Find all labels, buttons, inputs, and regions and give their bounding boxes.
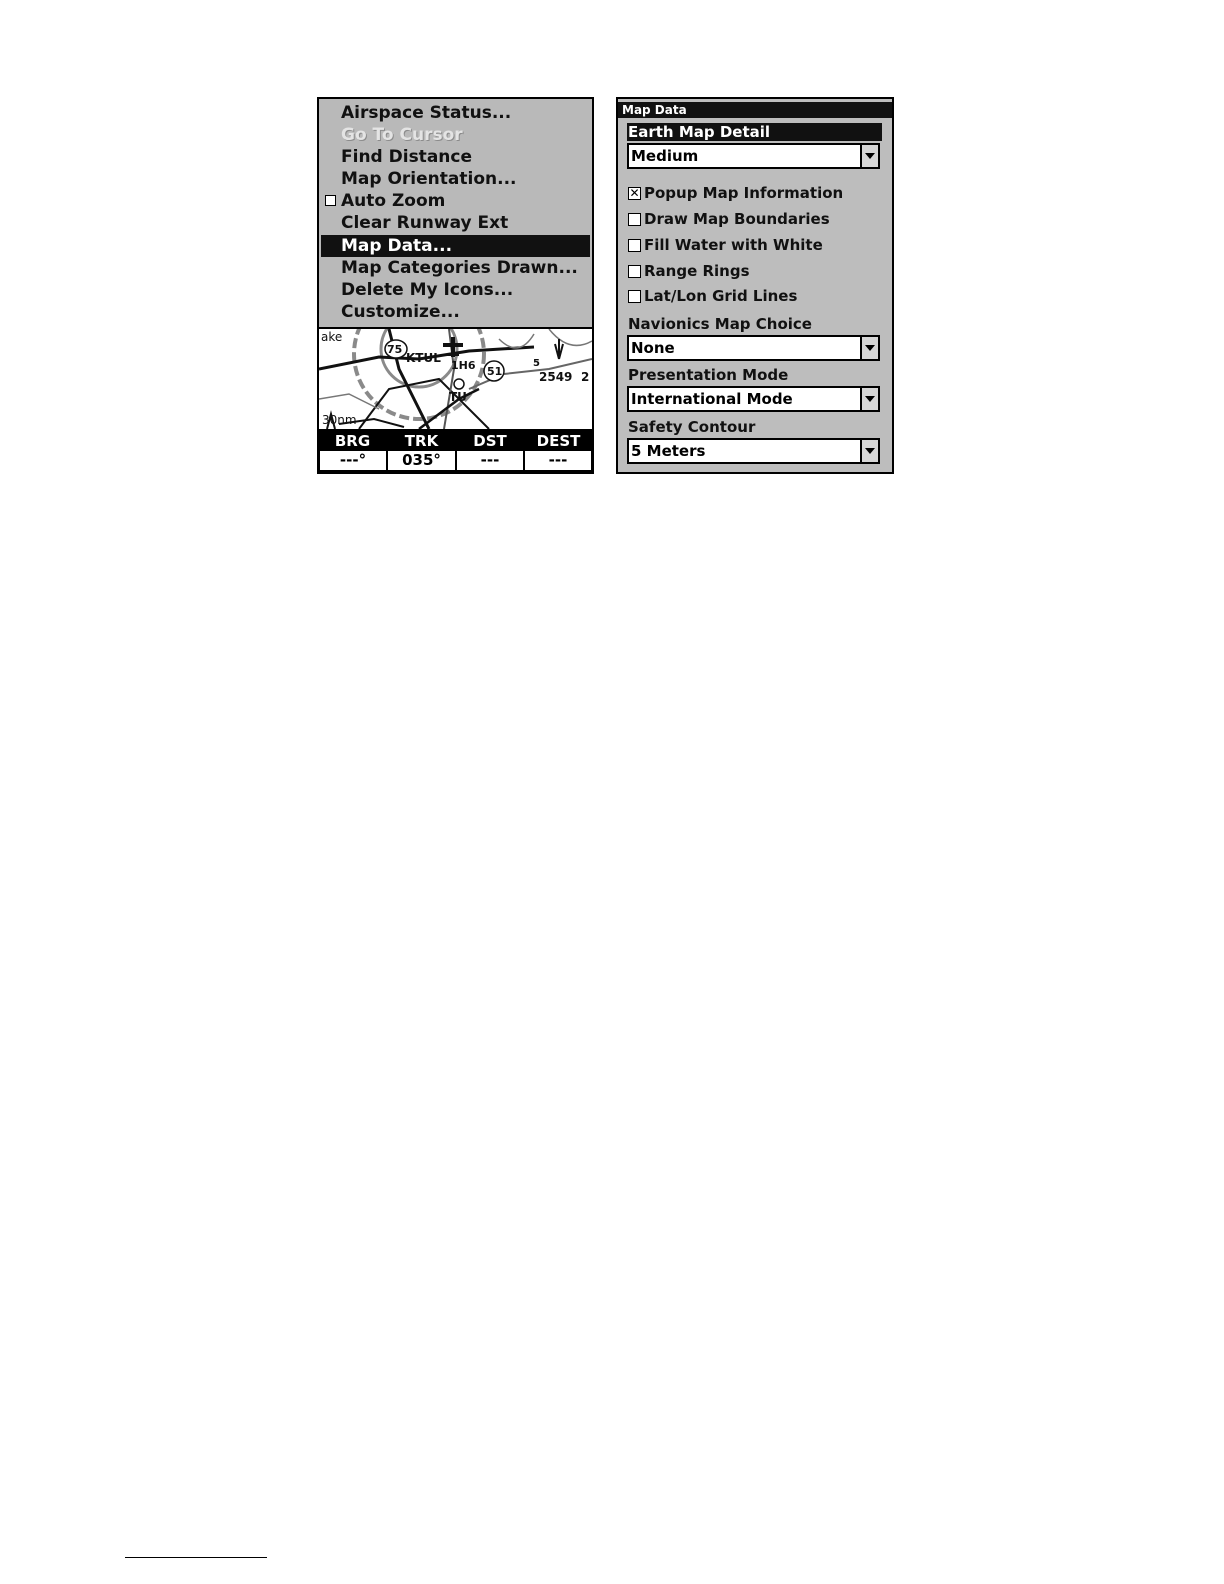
menu-item-airspace-status[interactable]: Airspace Status... bbox=[341, 103, 512, 123]
map-view[interactable] bbox=[319, 327, 592, 429]
chevron-down-icon[interactable] bbox=[860, 337, 878, 359]
map-label-tu: TU bbox=[449, 390, 467, 404]
map-data-dialog bbox=[616, 97, 894, 474]
footnote-divider bbox=[125, 1557, 267, 1558]
lat-lon-grid-lines-option[interactable] bbox=[627, 286, 882, 306]
presentation-mode-dropdown[interactable] bbox=[627, 386, 880, 412]
fill-water-white-checkbox[interactable] bbox=[628, 239, 641, 252]
status-value-dst: --- bbox=[457, 451, 523, 470]
status-value-dest: --- bbox=[525, 451, 591, 470]
map-label-1h6: 1H6 bbox=[451, 359, 476, 372]
earth-map-detail-dropdown[interactable] bbox=[627, 143, 880, 169]
map-page-screen bbox=[317, 97, 594, 474]
status-value-brg: ---° bbox=[320, 451, 386, 470]
status-value-trk: 035° bbox=[388, 451, 455, 470]
menu-item-map-categories-drawn[interactable]: Map Categories Drawn... bbox=[341, 258, 578, 278]
menu-item-find-distance[interactable]: Find Distance bbox=[341, 147, 472, 167]
map-label-lake: ake bbox=[321, 330, 343, 344]
navionics-map-choice-label: Navionics Map Choice bbox=[628, 315, 812, 333]
status-header-dst: DST bbox=[473, 432, 507, 450]
fill-water-white-label: Fill Water with White bbox=[644, 236, 823, 254]
menu-item-auto-zoom[interactable] bbox=[321, 190, 590, 212]
status-header-brg: BRG bbox=[334, 432, 371, 450]
chevron-down-icon[interactable] bbox=[860, 145, 878, 167]
map-context-menu bbox=[319, 99, 592, 327]
popup-map-information-label: Popup Map Information bbox=[644, 184, 844, 202]
draw-map-boundaries-option[interactable] bbox=[627, 209, 882, 229]
status-header-trk: TRK bbox=[404, 432, 439, 450]
map-label-elevation-fragment: 5 bbox=[533, 358, 540, 369]
earth-map-detail-value: Medium bbox=[631, 147, 699, 165]
draw-map-boundaries-checkbox[interactable] bbox=[628, 213, 641, 226]
presentation-mode-label: Presentation Mode bbox=[628, 366, 789, 384]
range-rings-checkbox[interactable] bbox=[628, 265, 641, 278]
menu-item-auto-zoom-label: Auto Zoom bbox=[341, 191, 446, 211]
map-label-elevation: 2549 bbox=[539, 370, 573, 384]
earth-map-detail-label: Earth Map Detail bbox=[627, 123, 882, 141]
tower-icon bbox=[555, 339, 563, 359]
map-label-elevation-fragment-2: 2 bbox=[581, 370, 590, 384]
popup-map-information-option[interactable] bbox=[627, 183, 882, 203]
dialog-title: Map Data bbox=[618, 102, 892, 118]
map-label-route-51: 51 bbox=[487, 365, 503, 378]
menu-item-go-to-cursor: Go To Cursor bbox=[341, 125, 463, 145]
range-rings-option[interactable] bbox=[627, 261, 882, 281]
presentation-mode-value: International Mode bbox=[631, 390, 793, 408]
safety-contour-label: Safety Contour bbox=[628, 418, 756, 436]
auto-zoom-checkbox[interactable] bbox=[325, 195, 336, 206]
map-label-ktul: KTUL bbox=[406, 351, 441, 365]
navionics-map-choice-dropdown[interactable] bbox=[627, 335, 880, 361]
menu-item-delete-my-icons[interactable]: Delete My Icons... bbox=[341, 280, 514, 300]
river-line bbox=[499, 329, 592, 348]
status-bar bbox=[319, 429, 592, 472]
navionics-map-choice-value: None bbox=[631, 339, 675, 357]
status-header-dest: DEST bbox=[536, 432, 581, 450]
draw-map-boundaries-label: Draw Map Boundaries bbox=[644, 210, 830, 228]
lat-lon-grid-lines-label: Lat/Lon Grid Lines bbox=[644, 287, 798, 305]
menu-item-customize[interactable]: Customize... bbox=[341, 302, 460, 322]
chevron-down-icon[interactable] bbox=[860, 440, 878, 462]
menu-item-map-data[interactable]: Map Data... bbox=[321, 235, 590, 257]
lat-lon-grid-lines-checkbox[interactable] bbox=[628, 290, 641, 303]
map-scale-label: 30nm bbox=[322, 413, 357, 427]
menu-item-map-orientation[interactable]: Map Orientation... bbox=[341, 169, 517, 189]
map-label-route-75: 75 bbox=[387, 343, 403, 356]
map-graphic bbox=[319, 329, 592, 429]
fill-water-white-option[interactable] bbox=[627, 235, 882, 255]
menu-item-clear-runway-ext[interactable]: Clear Runway Ext bbox=[341, 213, 509, 233]
chevron-down-icon[interactable] bbox=[860, 388, 878, 410]
safety-contour-value: 5 Meters bbox=[631, 442, 706, 460]
safety-contour-dropdown[interactable] bbox=[627, 438, 880, 464]
airport-icon bbox=[454, 379, 464, 389]
range-rings-label: Range Rings bbox=[644, 262, 750, 280]
popup-map-information-checkbox[interactable]: ✕ bbox=[629, 186, 640, 200]
